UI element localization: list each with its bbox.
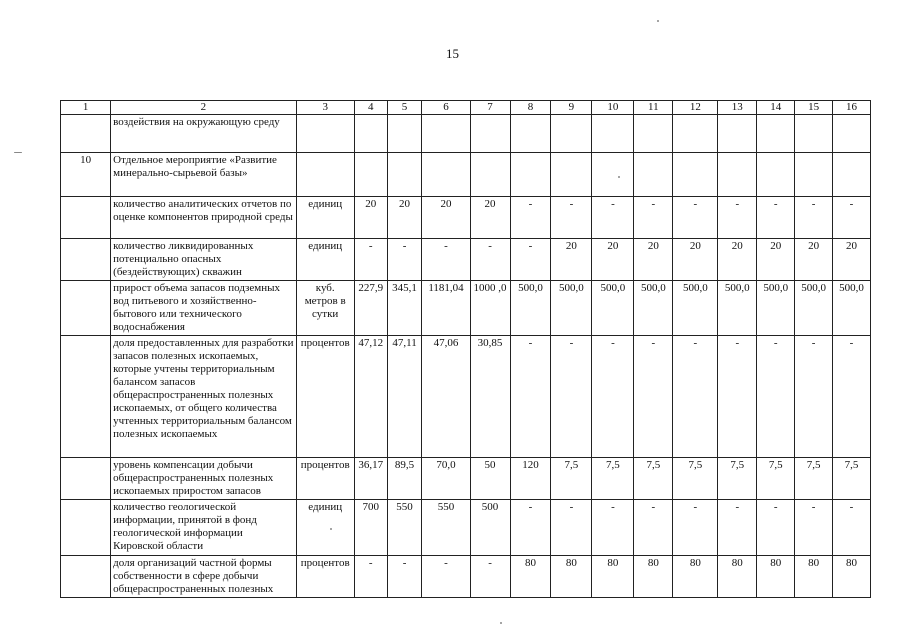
value-cell: 7,5 (673, 458, 718, 500)
value-cell: 120 (510, 458, 551, 500)
value-cell: 20 (673, 239, 718, 281)
value-cell: - (757, 500, 795, 556)
indicators-table (60, 100, 871, 598)
column-header-15: 15 (795, 101, 833, 115)
indicator-name-cell: количество геологической информации, принятой в фонд геологической информации Кировской области (111, 500, 296, 556)
value-cell: - (634, 197, 673, 239)
column-header-10: 10 (592, 101, 634, 115)
value-cell: 20 (470, 197, 510, 239)
value-cell: 80 (673, 556, 718, 598)
indicator-name-cell: количество ликвидированных потенциально опасных (бездействующих) скважин (111, 239, 296, 281)
column-header-7: 7 (470, 101, 510, 115)
table-row (61, 197, 871, 239)
table-row (61, 500, 871, 556)
value-cell: 7,5 (833, 458, 871, 500)
value-cell: 80 (757, 556, 795, 598)
value-cell: 550 (422, 500, 470, 556)
value-cell: 80 (718, 556, 757, 598)
column-header-2: 2 (111, 101, 296, 115)
unit-cell: единиц (296, 500, 354, 556)
table-row (61, 239, 871, 281)
value-cell: 500,0 (718, 281, 757, 336)
value-cell: 345,1 (387, 281, 422, 336)
scan-speck (330, 528, 332, 530)
indicator-name-cell: Отдельное мероприятие «Развитие минерально-сырьевой базы» (111, 153, 296, 197)
value-cell: 227,9 (354, 281, 387, 336)
value-cell: - (592, 197, 634, 239)
scan-speck (618, 176, 620, 178)
column-header-12: 12 (673, 101, 718, 115)
table-row (61, 458, 871, 500)
value-cell: 80 (510, 556, 551, 598)
value-cell (470, 153, 510, 197)
value-cell: 80 (795, 556, 833, 598)
column-header-5: 5 (387, 101, 422, 115)
value-cell (510, 115, 551, 153)
unit-cell: процентов (296, 458, 354, 500)
value-cell: - (757, 197, 795, 239)
value-cell (592, 115, 634, 153)
table-row (61, 336, 871, 458)
value-cell: - (673, 197, 718, 239)
value-cell: - (795, 336, 833, 458)
value-cell: 500,0 (510, 281, 551, 336)
column-header-1: 1 (61, 101, 111, 115)
row-number-cell (61, 458, 111, 500)
unit-cell: единиц (296, 239, 354, 281)
value-cell: 500,0 (757, 281, 795, 336)
column-header-16: 16 (833, 101, 871, 115)
column-header-13: 13 (718, 101, 757, 115)
value-cell: - (757, 336, 795, 458)
page-number: 15 (446, 46, 459, 61)
value-cell (510, 153, 551, 197)
column-header-3: 3 (296, 101, 354, 115)
indicator-name-cell: доля предоставленных для разработки запасов полезных ископаемых, которые учтены территориальным балансом запасов общераспространенных полезных ископаемых, от общего количества учтенных территориальным балансом полезных ископаемых (111, 336, 296, 458)
value-cell: - (510, 336, 551, 458)
value-cell: - (510, 239, 551, 281)
value-cell: - (470, 556, 510, 598)
column-header-6: 6 (422, 101, 470, 115)
header-row (61, 101, 871, 115)
value-cell: - (387, 239, 422, 281)
value-cell: 20 (354, 197, 387, 239)
unit-cell: процентов (296, 556, 354, 598)
value-cell (354, 115, 387, 153)
value-cell (718, 115, 757, 153)
value-cell: 20 (634, 239, 673, 281)
row-number-cell: 10 (61, 153, 111, 197)
value-cell (422, 153, 470, 197)
value-cell: 20 (757, 239, 795, 281)
value-cell (387, 153, 422, 197)
value-cell (354, 153, 387, 197)
indicator-name-cell: воздействия на окружающую среду (111, 115, 296, 153)
value-cell (673, 115, 718, 153)
value-cell (673, 153, 718, 197)
unit-cell: процентов (296, 336, 354, 458)
indicator-name-cell: количество аналитических отчетов по оценке компонентов природной среды (111, 197, 296, 239)
value-cell: 7,5 (795, 458, 833, 500)
value-cell (757, 153, 795, 197)
value-cell: 7,5 (634, 458, 673, 500)
column-header-9: 9 (551, 101, 592, 115)
value-cell: - (833, 336, 871, 458)
value-cell (833, 115, 871, 153)
value-cell: - (795, 197, 833, 239)
value-cell: - (795, 500, 833, 556)
row-number-cell (61, 115, 111, 153)
value-cell: - (422, 239, 470, 281)
value-cell: - (673, 336, 718, 458)
unit-cell: куб. метров в сутки (296, 281, 354, 336)
row-number-cell (61, 556, 111, 598)
value-cell: 20 (718, 239, 757, 281)
row-number-cell (61, 500, 111, 556)
value-cell: 1000 ,0 (470, 281, 510, 336)
indicator-name-cell: уровень компенсации добычи общераспространенных полезных ископаемых приростом запасов (111, 458, 296, 500)
table-row (61, 556, 871, 598)
value-cell: - (673, 500, 718, 556)
value-cell (592, 153, 634, 197)
value-cell (718, 153, 757, 197)
column-header-8: 8 (510, 101, 551, 115)
indicator-name-cell: прирост объема запасов подземных вод питьевого и хозяйственно-бытового или технического водоснабжения (111, 281, 296, 336)
value-cell: - (354, 239, 387, 281)
value-cell: 7,5 (718, 458, 757, 500)
value-cell (634, 153, 673, 197)
value-cell: - (551, 500, 592, 556)
value-cell (387, 115, 422, 153)
value-cell (795, 115, 833, 153)
indicator-name-cell: доля организаций частной формы собственности в сфере добычи общераспространенных полезных (111, 556, 296, 598)
scan-speck (14, 152, 22, 153)
value-cell: 500,0 (795, 281, 833, 336)
value-cell: 80 (592, 556, 634, 598)
value-cell: 550 (387, 500, 422, 556)
value-cell: 89,5 (387, 458, 422, 500)
value-cell: 500,0 (833, 281, 871, 336)
scan-speck (657, 20, 659, 22)
value-cell: 20 (795, 239, 833, 281)
value-cell: 70,0 (422, 458, 470, 500)
value-cell: - (510, 197, 551, 239)
value-cell: 500,0 (592, 281, 634, 336)
value-cell: 20 (422, 197, 470, 239)
value-cell (757, 115, 795, 153)
value-cell: - (718, 500, 757, 556)
value-cell: - (592, 500, 634, 556)
value-cell: 80 (833, 556, 871, 598)
value-cell: 20 (592, 239, 634, 281)
value-cell: 500,0 (551, 281, 592, 336)
row-number-cell (61, 281, 111, 336)
value-cell: 7,5 (592, 458, 634, 500)
value-cell: 50 (470, 458, 510, 500)
value-cell: 47,06 (422, 336, 470, 458)
value-cell: 36,17 (354, 458, 387, 500)
value-cell (634, 115, 673, 153)
value-cell: - (510, 500, 551, 556)
value-cell: 7,5 (551, 458, 592, 500)
value-cell: - (718, 197, 757, 239)
value-cell (551, 153, 592, 197)
value-cell: 20 (387, 197, 422, 239)
value-cell: 500,0 (634, 281, 673, 336)
unit-cell (296, 115, 354, 153)
value-cell: - (551, 197, 592, 239)
value-cell: 80 (551, 556, 592, 598)
value-cell: - (718, 336, 757, 458)
value-cell: 20 (833, 239, 871, 281)
value-cell: - (833, 500, 871, 556)
table-row (61, 153, 871, 197)
value-cell: - (422, 556, 470, 598)
value-cell: 47,11 (387, 336, 422, 458)
value-cell: - (470, 239, 510, 281)
column-header-14: 14 (757, 101, 795, 115)
value-cell: 47,12 (354, 336, 387, 458)
value-cell: - (592, 336, 634, 458)
value-cell: 500 (470, 500, 510, 556)
value-cell (795, 153, 833, 197)
row-number-cell (61, 197, 111, 239)
unit-cell: единиц (296, 197, 354, 239)
value-cell: - (634, 500, 673, 556)
column-header-4: 4 (354, 101, 387, 115)
value-cell (422, 115, 470, 153)
value-cell: - (634, 336, 673, 458)
row-number-cell (61, 336, 111, 458)
value-cell (551, 115, 592, 153)
value-cell (470, 115, 510, 153)
value-cell: 500,0 (673, 281, 718, 336)
column-header-11: 11 (634, 101, 673, 115)
row-number-cell (61, 239, 111, 281)
value-cell: 700 (354, 500, 387, 556)
value-cell: - (551, 336, 592, 458)
table-row (61, 281, 871, 336)
value-cell: - (354, 556, 387, 598)
value-cell: 1181,04 (422, 281, 470, 336)
unit-cell (296, 153, 354, 197)
value-cell (833, 153, 871, 197)
table-row (61, 115, 871, 153)
value-cell: 20 (551, 239, 592, 281)
value-cell: 30,85 (470, 336, 510, 458)
scan-speck (500, 622, 502, 624)
value-cell: - (387, 556, 422, 598)
table-body (61, 101, 871, 598)
value-cell: 7,5 (757, 458, 795, 500)
value-cell: 80 (634, 556, 673, 598)
value-cell: - (833, 197, 871, 239)
